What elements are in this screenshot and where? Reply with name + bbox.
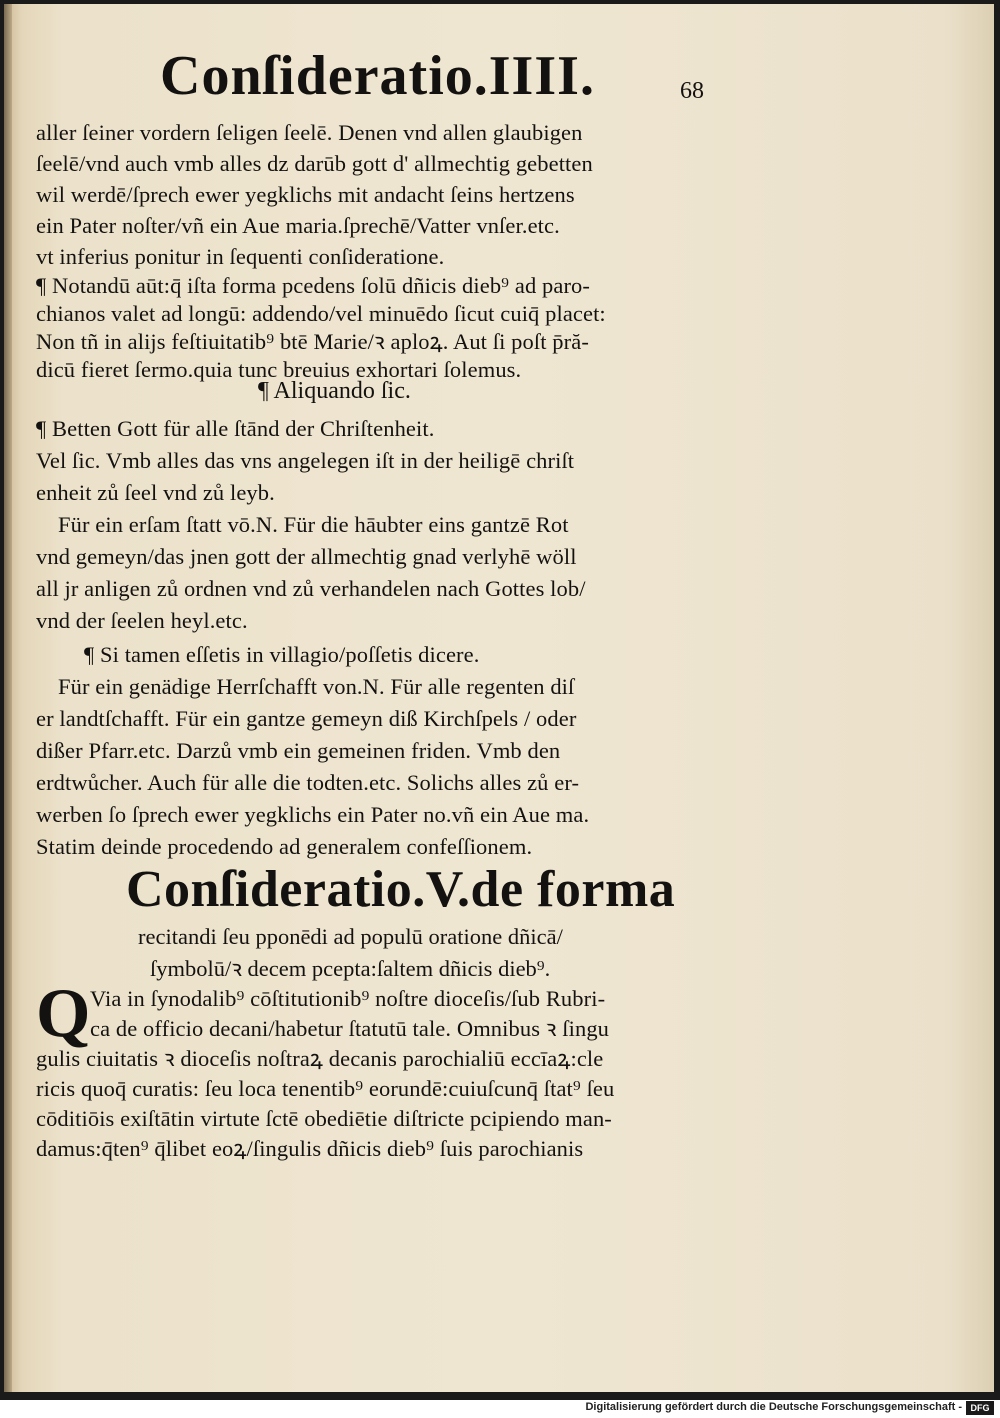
text-line: dicū fieret ſermo.quia tunc breuius exhortari ſolemus. <box>36 357 522 382</box>
section-heading: Conſideratio.V.de forma <box>126 861 676 918</box>
text-line: Via in ſynodalib⁹ cōſtitutionib⁹ noſtre dioceſis/ſub Rubri- <box>90 986 606 1011</box>
subheading-line: ſymbolū/ꝛ decem pcepta:ſaltem dñicis dieb⁹. <box>150 956 551 981</box>
text-line: cōditiōis exiſtātin virtute ſctē obediētie diſtricte pcipiendo man- <box>36 1106 612 1131</box>
text-line: ein Pater noſter/vñ ein Aue maria.ſprechē/Vatter vnſer.etc. <box>36 213 560 238</box>
text-line: wil werdē/ſprech ewer yegklichs mit andacht ſeins hertzens <box>36 182 575 207</box>
text-line: ſeelē/vnd auch vmb alles dz darūb gott d' allmechtig gebetten <box>36 151 593 176</box>
text-line: Non tñ in alijs feſtiuitatib⁹ btē Marie/ꝛ aploꝝ. Aut ſi poſt p̄ră- <box>36 329 589 354</box>
text-line: Vel ſic. Vmb alles das vns angelegen iſt in der heiligē chriſt <box>36 448 575 473</box>
rubric-aliquando: ¶ Aliquando ſic. <box>258 378 411 404</box>
text-line: Statim deinde procedendo ad generalem confeſſionem. <box>36 834 533 859</box>
footer-credit: Digitalisierung gefördert durch die Deutsche Forschungsgemeinschaft - <box>585 1401 962 1413</box>
page-gutter <box>4 4 12 1392</box>
text-line: vnd der ſeelen heyl.etc. <box>36 608 248 633</box>
text-line: Für ein erſam ſtatt vō.N. Für die hāubter eins gantzē Rot <box>58 512 569 537</box>
text-line: er landtſchafft. Für ein gantze gemeyn diß Kirchſpels / oder <box>36 706 577 731</box>
text-line: gulis ciuitatis ꝛ dioceſis noſtraꝝ decanis parochialiū eccīaꝝ:cle <box>36 1046 604 1071</box>
text-line: ¶ Si tamen eſſetis in villagio/poſſetis dicere. <box>84 642 480 667</box>
text-line: werben ſo ſprech ewer yegklichs ein Pater no.vñ ein Aue ma. <box>36 802 590 827</box>
text-line: ca de officio decani/habetur ſtatutū tale. Omnibus ꝛ ſingu <box>90 1016 610 1041</box>
subheading-line: recitandi ſeu pponēdi ad populū oratione dñicā/ <box>138 924 563 949</box>
text-line: Für ein genädige Herrſchafft von.N. Für alle regenten diſ <box>58 674 575 699</box>
text-line: vnd gemeyn/das jnen gott der allmechtig gnad verlyhē wöll <box>36 544 577 569</box>
text-line: ¶ Notandū aūt:q̄ iſta forma pcedens ſolū dñicis dieb⁹ ad paro- <box>36 273 590 298</box>
text-line: ¶ Betten Gott für alle ſtānd der Chriſtenheit. <box>36 416 435 441</box>
text-line: enheit zů ſeel vnd zů leyb. <box>36 480 275 505</box>
drop-initial: Q <box>36 975 91 1052</box>
text-line: dißer Pfarr.etc. Darzů vmb ein gemeinen friden. Vmb den <box>36 738 561 763</box>
text-line: chianos valet ad longū: addendo/vel minuēdo ſicut cuiq̄ placet: <box>36 301 606 326</box>
folio-number: 68 <box>680 78 704 104</box>
running-head: Conſideratio.IIII. <box>160 45 595 107</box>
text-line: ricis quoq̄ curatis: ſeu loca tenentib⁹ eorundē:cuiuſcunq̄ ſtat⁹ ſeu <box>36 1076 615 1101</box>
dfg-logo: DFG <box>966 1401 994 1415</box>
text-line: all jr anligen zů ordnen vnd zů verhandelen nach Gottes lob/ <box>36 576 586 601</box>
text-line: damus:q̄ten⁹ q̄libet eoꝝ/ſingulis dñicis dieb⁹ ſuis parochianis <box>36 1136 584 1161</box>
text-line: aller ſeiner vordern ſeligen ſeelē. Denen vnd allen glaubigen <box>36 120 583 145</box>
text-line: erdtwůcher. Auch für alle die todten.etc. Solichs alles zů er- <box>36 770 580 795</box>
text-line: vt inferius ponitur in ſequenti conſideratione. <box>36 244 445 269</box>
